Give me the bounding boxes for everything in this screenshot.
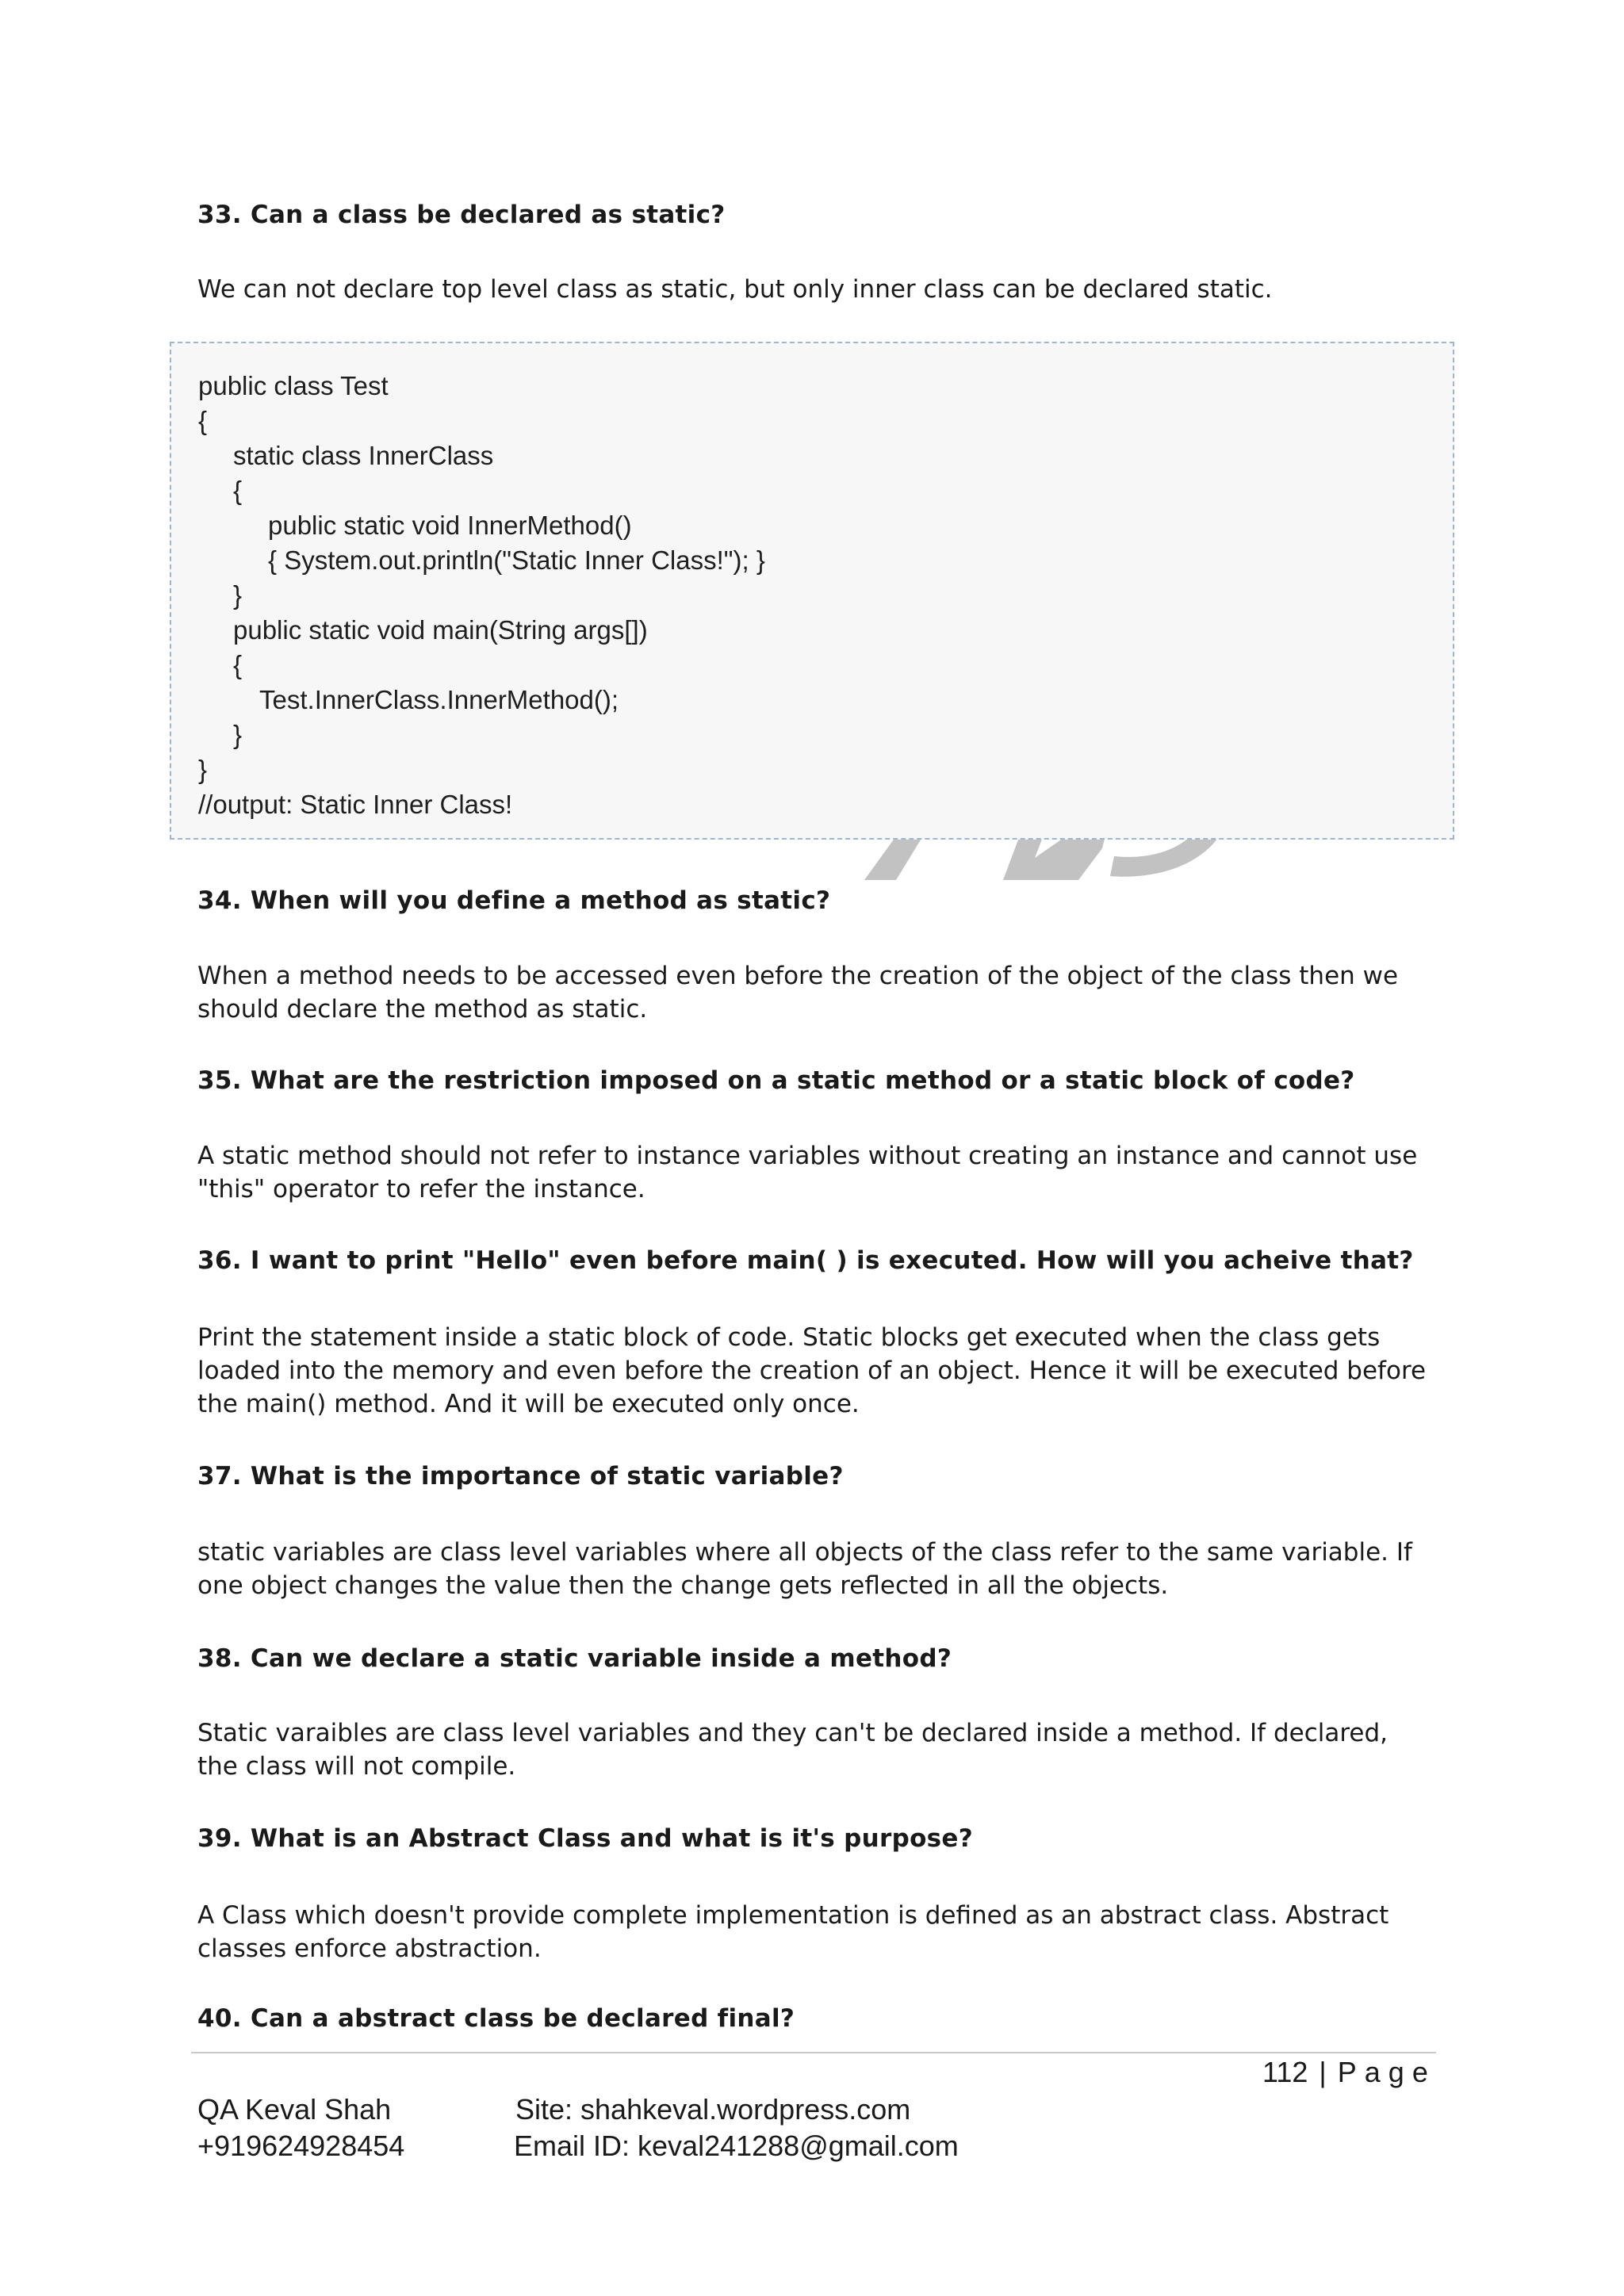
- question-heading: 35. What are the restriction imposed on a static method or a static block of code?: [197, 1066, 1355, 1095]
- question-heading: 38. Can we declare a static variable inside a method?: [197, 1644, 952, 1673]
- code-line: static class InnerClass: [233, 441, 494, 470]
- code-line: }: [198, 755, 208, 784]
- code-line: { System.out.println("Static Inner Class!"); }: [268, 545, 765, 575]
- answer-text: When a method needs to be accessed even before the creation of the object of the class then we should declare the method as static.: [197, 962, 1399, 1024]
- question-heading: 40. Can a abstract class be declared final?: [197, 2004, 795, 2033]
- code-line: //output: Static Inner Class!: [198, 790, 513, 819]
- answer-text: Print the statement inside a static block of code. Static blocks get executed when the class gets loaded into the memory and even before the creation of an object. Hence it will be executed before the main() method. And it will be executed only once.: [197, 1323, 1427, 1418]
- footer-phone: +919624928454: [197, 2130, 405, 2162]
- question-heading: 37. What is the importance of static variable?: [197, 1462, 844, 1490]
- question-heading: 39. What is an Abstract Class and what is it's purpose?: [197, 1824, 974, 1853]
- page-number-label: Page: [1337, 2056, 1436, 2088]
- page-number-separator: |: [1319, 2056, 1327, 2088]
- question-heading: 36. I want to print "Hello" even before main( ) is executed. How will you acheive that?: [197, 1246, 1414, 1275]
- footer-author: QA Keval Shah: [197, 2093, 392, 2126]
- footer-divider: [191, 2052, 1436, 2053]
- question-heading: 34. When will you define a method as static?: [197, 886, 831, 915]
- code-line: }: [233, 580, 243, 610]
- code-line: Test.InnerClass.InnerMethod();: [259, 685, 619, 714]
- answer-text: We can not declare top level class as static, but only inner class can be declared static.: [197, 275, 1273, 304]
- footer-site: Site: shahkeval.wordpress.com: [515, 2093, 911, 2126]
- code-line: {: [233, 650, 243, 679]
- code-line: }: [233, 720, 243, 749]
- answer-text: Static varaibles are class level variables and they can't be declared inside a method. If declared, the class will not compile.: [197, 1719, 1388, 1781]
- footer-email: Email ID: keval241288@gmail.com: [514, 2130, 959, 2162]
- answer-text: A Class which doesn't provide complete implementation is defined as an abstract class. Abstract classes enforce abstraction.: [197, 1901, 1389, 1963]
- code-line: public static void InnerMethod(): [268, 511, 632, 540]
- code-line: public class Test: [198, 371, 389, 400]
- page-number: [1262, 2056, 1436, 2089]
- code-line: {: [198, 406, 208, 435]
- answer-text: static variables are class level variables where all objects of the class refer to the same variable. If one object changes the value then the change gets reflected in all the objects.: [197, 1538, 1412, 1600]
- code-block: [170, 342, 1454, 840]
- page-number-value: 112: [1262, 2056, 1308, 2088]
- code-line: {: [233, 476, 243, 505]
- question-heading: 33. Can a class be declared as static?: [197, 201, 726, 229]
- code-line: public static void main(String args[]): [233, 615, 648, 645]
- answer-text: A static method should not refer to instance variables without creating an instance and cannot use "this" operator to refer the instance.: [197, 1142, 1418, 1203]
